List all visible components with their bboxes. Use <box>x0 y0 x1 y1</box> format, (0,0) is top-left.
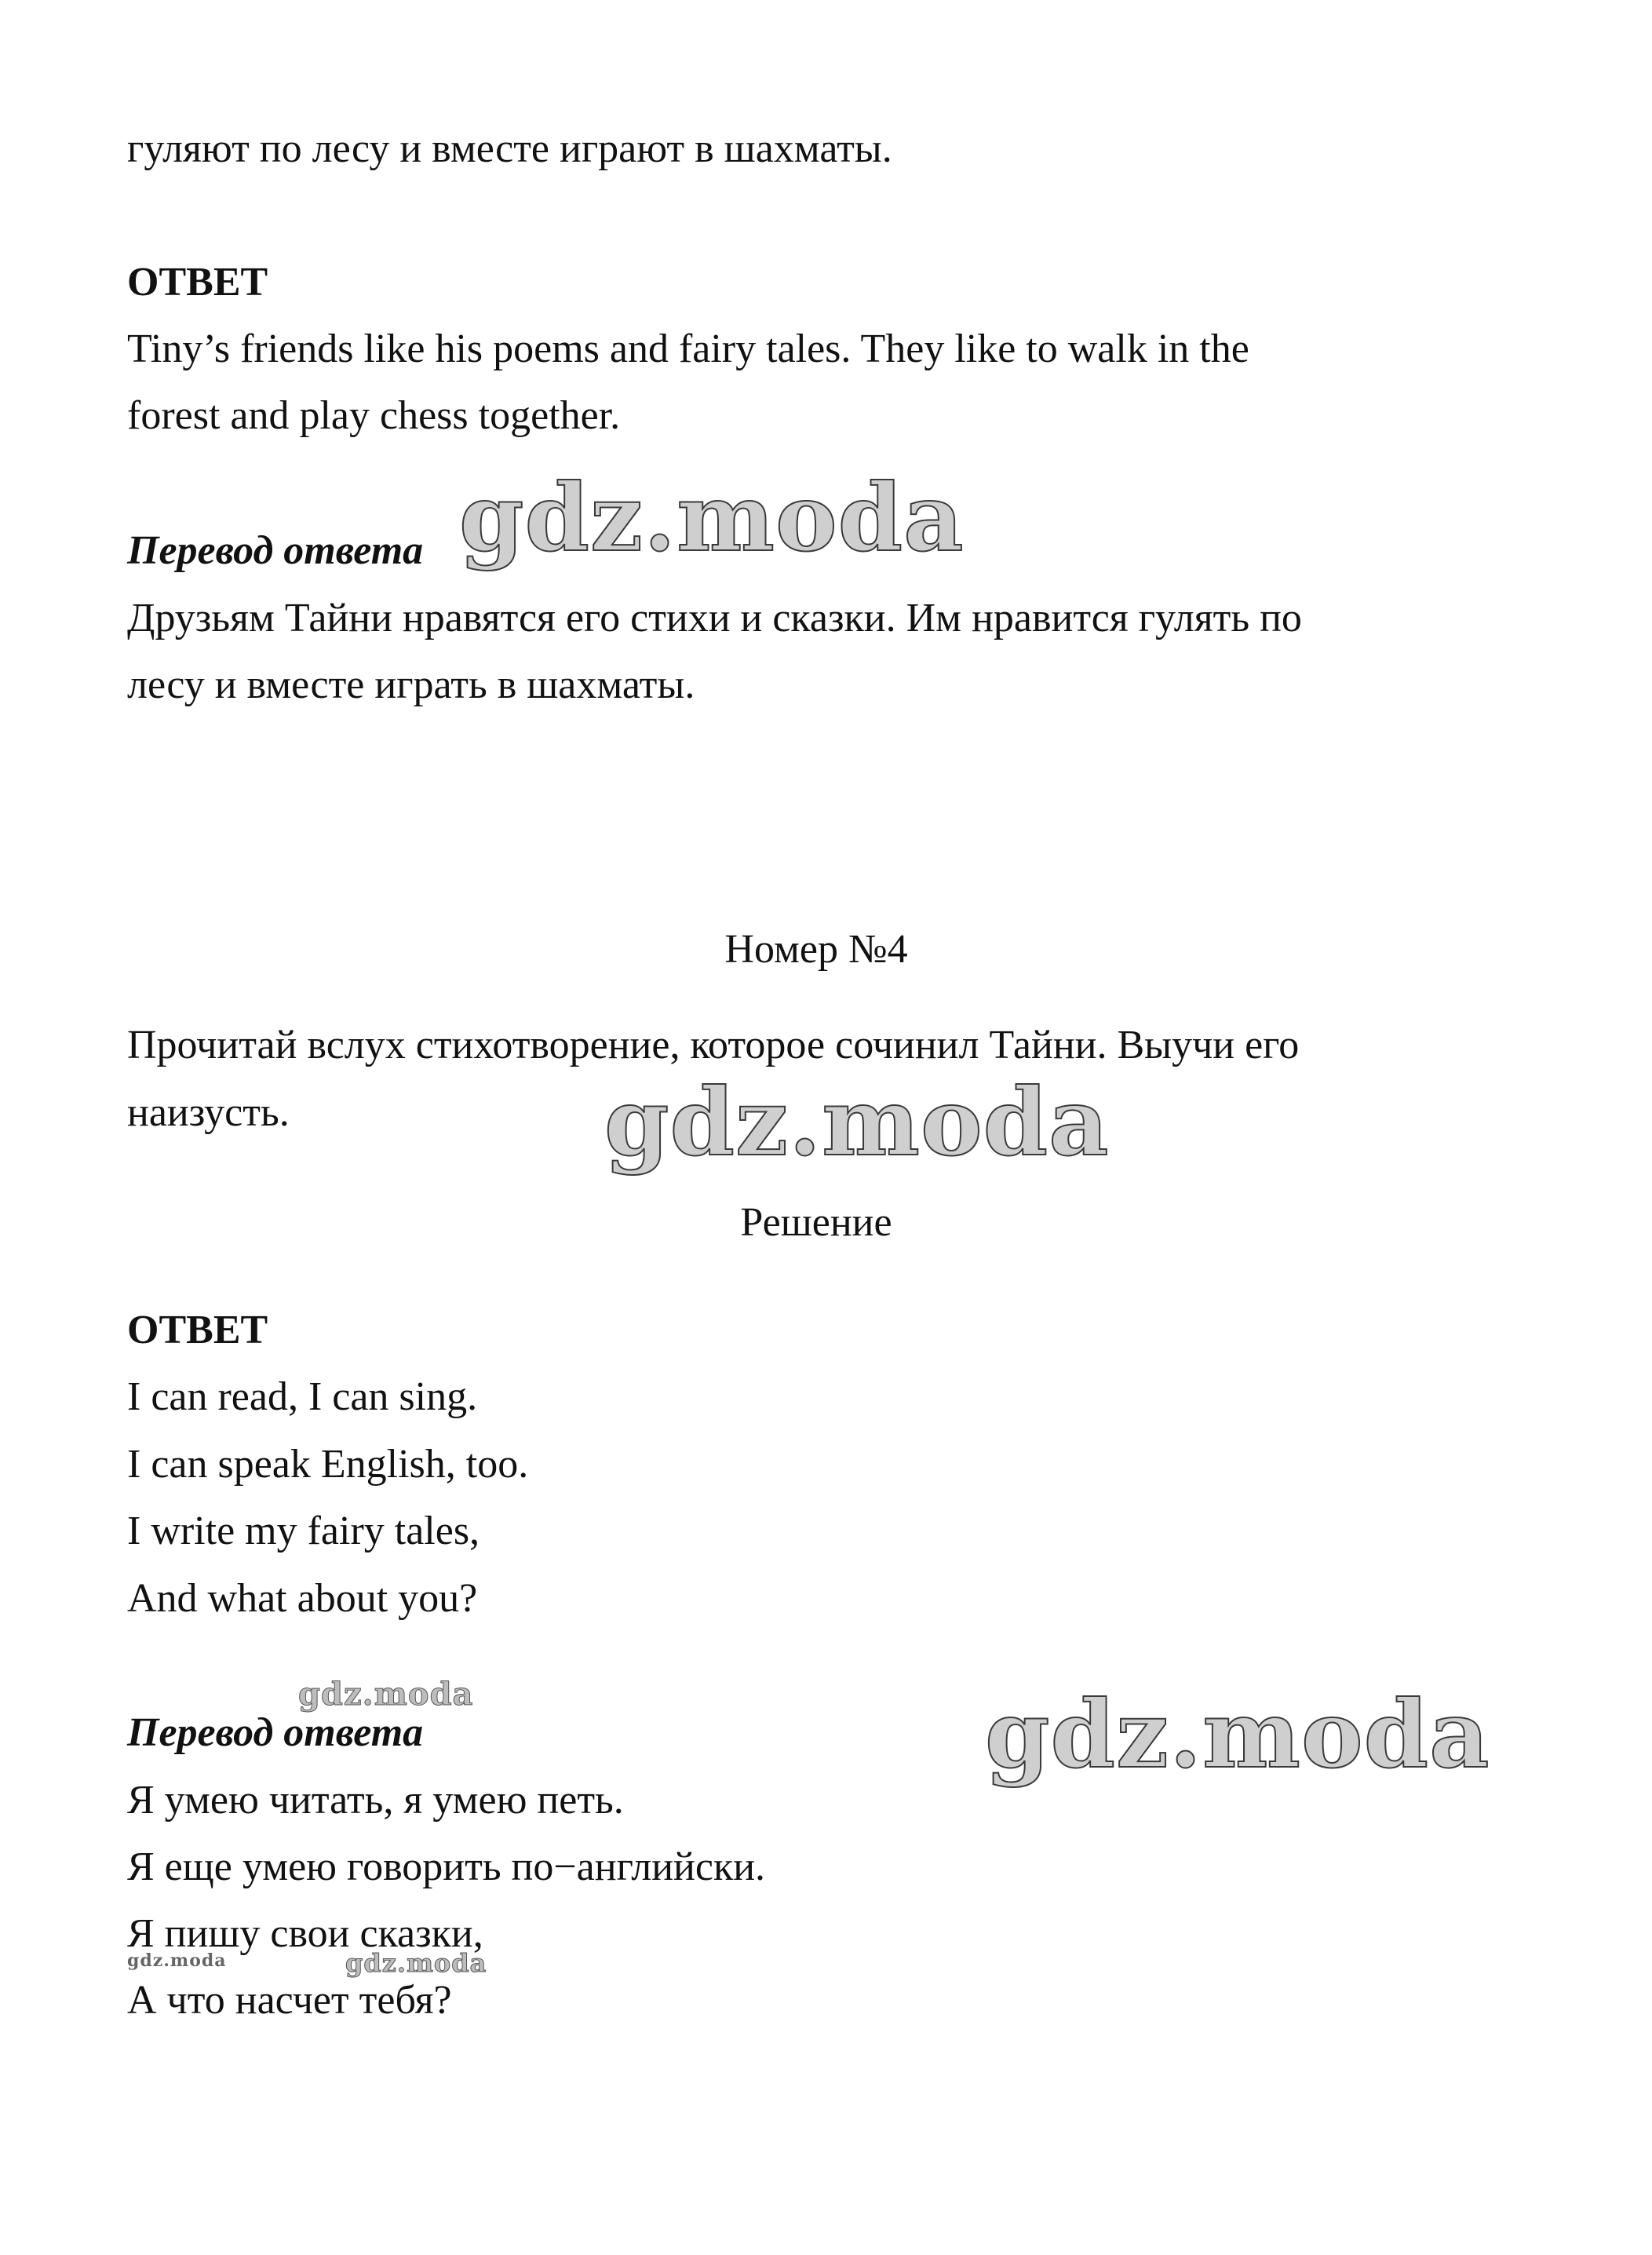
translation-line: А что насчет тебя? <box>127 1978 452 2023</box>
answer-line: Tiny’s friends like his poems and fairy tales. They like to walk in the <box>127 327 1249 371</box>
translation-line: Я еще умею говорить по−английски. <box>127 1845 766 1889</box>
poem-line: I can speak English, too. <box>127 1442 529 1487</box>
translation-line: лесу и вместе играть в шахматы. <box>127 662 695 707</box>
watermark-logo: gdz.moda <box>345 1948 487 1978</box>
translation-line: Я пишу свои сказки, <box>127 1911 483 1956</box>
poem-line: I can read, I can sing. <box>127 1374 478 1419</box>
task-line: Прочитай вслух стихотворение, которое сочинил Тайни. Выучи его <box>127 1023 1300 1067</box>
solution-label: Решение <box>740 1200 892 1245</box>
answer-line: forest and play chess together. <box>127 393 621 438</box>
watermark-logo: gdz.moda <box>985 1680 1490 1789</box>
watermark-logo: gdz.moda <box>298 1676 474 1713</box>
translation-heading: Перевод ответа <box>127 1710 424 1755</box>
task-line: наизусть. <box>127 1090 290 1135</box>
watermark-logo: gdz.moda <box>459 463 965 572</box>
watermark-logo: gdz.moda <box>127 1950 227 1971</box>
watermark-logo: gdz.moda <box>604 1067 1110 1177</box>
continuation-text: гуляют по лесу и вместе играют в шахматы. <box>127 126 892 171</box>
translation-line: Я умею читать, я умею петь. <box>127 1778 624 1823</box>
translation-heading: Перевод ответа <box>127 528 424 573</box>
poem-line: And what about you? <box>127 1576 478 1621</box>
exercise-number-title: Номер №4 <box>724 927 908 972</box>
poem-line: I write my fairy tales, <box>127 1509 480 1553</box>
translation-line: Друзьям Тайни нравятся его стихи и сказки. Им нравится гулять по <box>127 596 1302 640</box>
answer-heading: ОТВЕТ <box>127 260 268 305</box>
answer-heading: ОТВЕТ <box>127 1308 268 1352</box>
